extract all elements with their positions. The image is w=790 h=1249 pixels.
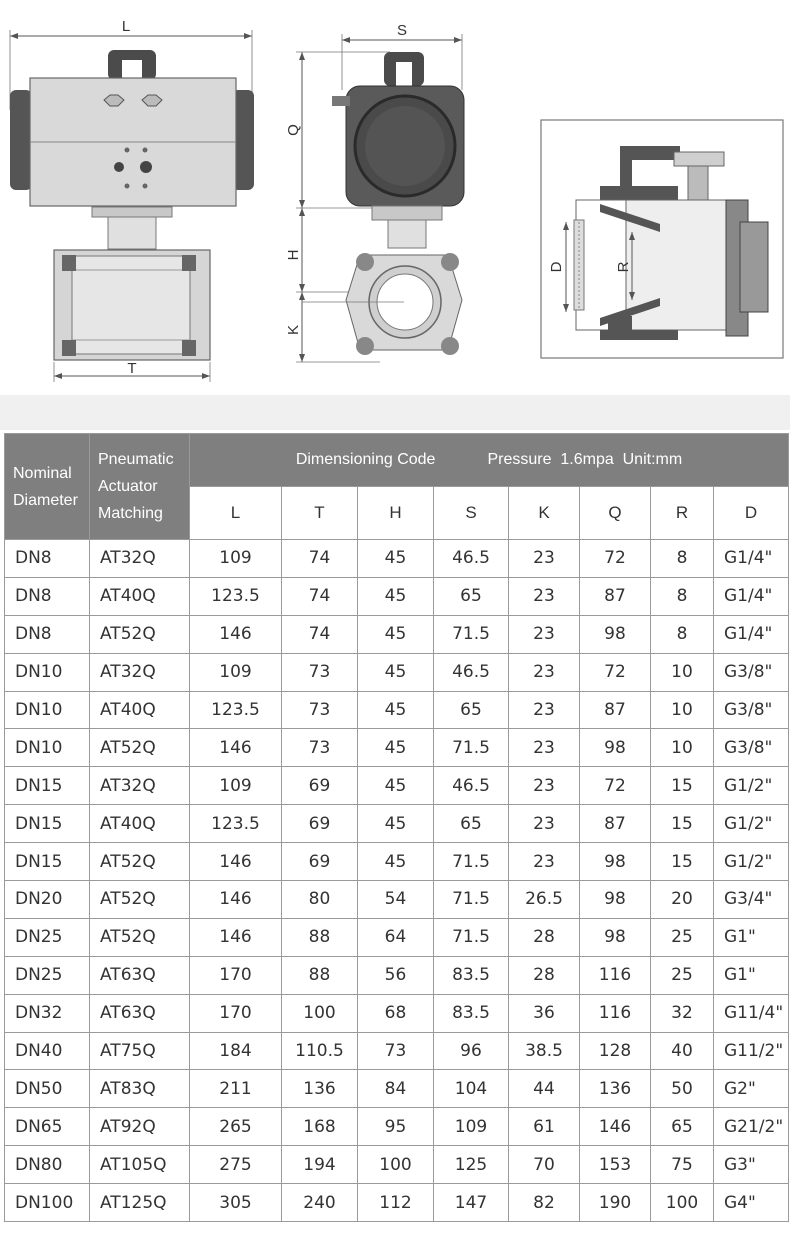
cell-D: G1/4" xyxy=(714,577,789,615)
cell-H: 84 xyxy=(358,1070,434,1108)
cell-Q: 87 xyxy=(580,691,651,729)
cell-K: 28 xyxy=(509,956,580,994)
cell-L: 275 xyxy=(190,1146,282,1184)
cell-H: 45 xyxy=(358,577,434,615)
cell-Q: 146 xyxy=(580,1108,651,1146)
table-row xyxy=(5,577,789,615)
cell-K: 70 xyxy=(509,1146,580,1184)
cell-D: G1/2" xyxy=(714,767,789,805)
cell-K: 23 xyxy=(509,805,580,843)
cell-L: 123.5 xyxy=(190,691,282,729)
technical-drawings xyxy=(0,0,790,395)
cell-D: G3/8" xyxy=(714,729,789,767)
cell-L: 170 xyxy=(190,994,282,1032)
cell-L: 184 xyxy=(190,1032,282,1070)
side-view-drawing xyxy=(285,22,464,362)
cell-S: 83.5 xyxy=(434,956,509,994)
cell-R: 8 xyxy=(651,540,714,578)
cell-H: 45 xyxy=(358,843,434,881)
cell-Q: 98 xyxy=(580,918,651,956)
cell-actuator: AT40Q xyxy=(90,577,190,615)
cell-nominal-diameter: DN8 xyxy=(5,615,90,653)
cell-H: 100 xyxy=(358,1146,434,1184)
cell-L: 305 xyxy=(190,1184,282,1222)
cell-R: 10 xyxy=(651,691,714,729)
cell-R: 40 xyxy=(651,1032,714,1070)
cell-Q: 116 xyxy=(580,956,651,994)
cell-nominal-diameter: DN20 xyxy=(5,881,90,919)
cell-actuator: AT32Q xyxy=(90,653,190,691)
cell-actuator: AT40Q xyxy=(90,805,190,843)
dim-label-D: D xyxy=(548,261,565,273)
cell-nominal-diameter: DN65 xyxy=(5,1108,90,1146)
header-nominal-line2: Diameter xyxy=(13,491,78,509)
cell-H: 45 xyxy=(358,615,434,653)
cell-H: 45 xyxy=(358,805,434,843)
cell-T: 73 xyxy=(282,691,358,729)
cell-S: 46.5 xyxy=(434,767,509,805)
cell-L: 109 xyxy=(190,653,282,691)
cell-actuator: AT92Q xyxy=(90,1108,190,1146)
cell-actuator: AT52Q xyxy=(90,843,190,881)
cell-L: 146 xyxy=(190,881,282,919)
cell-nominal-diameter: DN15 xyxy=(5,843,90,881)
table-row xyxy=(5,805,789,843)
cell-L: 211 xyxy=(190,1070,282,1108)
table-row xyxy=(5,653,789,691)
cell-nominal-diameter: DN40 xyxy=(5,1032,90,1070)
dim-label-Q: Q xyxy=(285,124,302,136)
dim-label-K: K xyxy=(285,324,302,336)
cell-nominal-diameter: DN15 xyxy=(5,805,90,843)
cell-K: 26.5 xyxy=(509,881,580,919)
cell-nominal-diameter: DN32 xyxy=(5,994,90,1032)
cell-Q: 98 xyxy=(580,615,651,653)
cell-D: G3/4" xyxy=(714,881,789,919)
cell-R: 20 xyxy=(651,881,714,919)
cell-actuator: AT63Q xyxy=(90,956,190,994)
cell-T: 69 xyxy=(282,805,358,843)
cell-R: 25 xyxy=(651,918,714,956)
cell-Q: 128 xyxy=(580,1032,651,1070)
table-row xyxy=(5,1032,789,1070)
divider-band xyxy=(0,395,790,430)
cell-Q: 98 xyxy=(580,729,651,767)
cell-D: G11/4" xyxy=(714,994,789,1032)
table-row xyxy=(5,615,789,653)
cell-H: 56 xyxy=(358,956,434,994)
header-actuator-line1: Pneumatic xyxy=(98,451,174,468)
cell-Q: 136 xyxy=(580,1070,651,1108)
cell-K: 23 xyxy=(509,767,580,805)
drawing-canvas xyxy=(0,0,790,395)
cell-nominal-diameter: DN80 xyxy=(5,1146,90,1184)
cell-T: 69 xyxy=(282,843,358,881)
cell-Q: 72 xyxy=(580,540,651,578)
cell-R: 10 xyxy=(651,653,714,691)
cell-actuator: AT52Q xyxy=(90,615,190,653)
cell-K: 38.5 xyxy=(509,1032,580,1070)
cell-H: 45 xyxy=(358,767,434,805)
cell-L: 146 xyxy=(190,615,282,653)
cell-nominal-diameter: DN10 xyxy=(5,653,90,691)
dim-label-S: S xyxy=(396,22,408,39)
header-actuator-line2: Actuator xyxy=(98,478,158,495)
cell-D: G1/2" xyxy=(714,805,789,843)
cell-T: 136 xyxy=(282,1070,358,1108)
cell-nominal-diameter: DN50 xyxy=(5,1070,90,1108)
header-code-H: H xyxy=(358,487,434,540)
cell-S: 65 xyxy=(434,805,509,843)
cell-S: 71.5 xyxy=(434,615,509,653)
table-row xyxy=(5,843,789,881)
table-row xyxy=(5,956,789,994)
cell-L: 123.5 xyxy=(190,805,282,843)
cell-H: 68 xyxy=(358,994,434,1032)
cell-R: 15 xyxy=(651,843,714,881)
cell-D: G1/2" xyxy=(714,843,789,881)
cell-T: 80 xyxy=(282,881,358,919)
header-dimensioning xyxy=(190,434,789,487)
front-view-drawing xyxy=(10,18,254,382)
cell-K: 61 xyxy=(509,1108,580,1146)
header-code-D: D xyxy=(714,487,789,540)
cell-K: 28 xyxy=(509,918,580,956)
cell-H: 73 xyxy=(358,1032,434,1070)
table-row xyxy=(5,881,789,919)
cell-K: 23 xyxy=(509,540,580,578)
cell-D: G1/4" xyxy=(714,615,789,653)
cell-T: 73 xyxy=(282,653,358,691)
table-row xyxy=(5,918,789,956)
cell-K: 23 xyxy=(509,691,580,729)
cell-K: 36 xyxy=(509,994,580,1032)
cell-R: 65 xyxy=(651,1108,714,1146)
cell-T: 74 xyxy=(282,615,358,653)
cell-T: 88 xyxy=(282,956,358,994)
cell-L: 123.5 xyxy=(190,577,282,615)
cell-K: 44 xyxy=(509,1070,580,1108)
cell-Q: 72 xyxy=(580,653,651,691)
cell-S: 125 xyxy=(434,1146,509,1184)
cell-Q: 98 xyxy=(580,843,651,881)
cell-L: 109 xyxy=(190,767,282,805)
table-row xyxy=(5,1146,789,1184)
table-row xyxy=(5,1184,789,1222)
cell-L: 146 xyxy=(190,729,282,767)
dimension-table xyxy=(4,433,789,1222)
cell-actuator: AT75Q xyxy=(90,1032,190,1070)
cell-T: 100 xyxy=(282,994,358,1032)
cell-S: 71.5 xyxy=(434,881,509,919)
cell-H: 95 xyxy=(358,1108,434,1146)
header-code-R: R xyxy=(651,487,714,540)
cell-Q: 72 xyxy=(580,767,651,805)
header-code-T: T xyxy=(282,487,358,540)
cell-Q: 98 xyxy=(580,881,651,919)
cell-actuator: AT40Q xyxy=(90,691,190,729)
cell-S: 71.5 xyxy=(434,729,509,767)
header-code-Q: Q xyxy=(580,487,651,540)
table-row xyxy=(5,691,789,729)
cell-nominal-diameter: DN25 xyxy=(5,918,90,956)
cell-T: 88 xyxy=(282,918,358,956)
table-row xyxy=(5,729,789,767)
cell-T: 74 xyxy=(282,577,358,615)
cell-actuator: AT32Q xyxy=(90,540,190,578)
cell-nominal-diameter: DN100 xyxy=(5,1184,90,1222)
cell-H: 54 xyxy=(358,881,434,919)
cell-D: G3/8" xyxy=(714,691,789,729)
cell-H: 45 xyxy=(358,540,434,578)
cell-S: 46.5 xyxy=(434,540,509,578)
cell-R: 100 xyxy=(651,1184,714,1222)
cell-D: G1" xyxy=(714,918,789,956)
header-code-S: S xyxy=(434,487,509,540)
cell-S: 104 xyxy=(434,1070,509,1108)
cell-T: 194 xyxy=(282,1146,358,1184)
cell-S: 65 xyxy=(434,577,509,615)
cell-actuator: AT52Q xyxy=(90,729,190,767)
cell-R: 15 xyxy=(651,805,714,843)
cell-nominal-diameter: DN25 xyxy=(5,956,90,994)
cell-S: 71.5 xyxy=(434,918,509,956)
cell-K: 23 xyxy=(509,653,580,691)
dim-label-R: R xyxy=(615,261,632,273)
cell-S: 147 xyxy=(434,1184,509,1222)
cell-H: 112 xyxy=(358,1184,434,1222)
cell-T: 69 xyxy=(282,767,358,805)
cell-R: 8 xyxy=(651,615,714,653)
cell-D: G2" xyxy=(714,1070,789,1108)
header-code-K: K xyxy=(509,487,580,540)
cell-T: 168 xyxy=(282,1108,358,1146)
cell-K: 23 xyxy=(509,577,580,615)
cell-S: 83.5 xyxy=(434,994,509,1032)
cell-R: 8 xyxy=(651,577,714,615)
header-nominal-line1: Nominal xyxy=(13,464,72,482)
cell-T: 240 xyxy=(282,1184,358,1222)
table-row xyxy=(5,540,789,578)
table-row xyxy=(5,767,789,805)
cell-nominal-diameter: DN10 xyxy=(5,729,90,767)
cell-K: 23 xyxy=(509,729,580,767)
header-code-L: L xyxy=(190,487,282,540)
cell-S: 96 xyxy=(434,1032,509,1070)
cell-L: 146 xyxy=(190,843,282,881)
cell-actuator: AT32Q xyxy=(90,767,190,805)
cell-L: 265 xyxy=(190,1108,282,1146)
cell-R: 75 xyxy=(651,1146,714,1184)
cell-Q: 153 xyxy=(580,1146,651,1184)
cell-H: 45 xyxy=(358,653,434,691)
header-pressure-unit: Pressure 1.6mpa Unit:mm xyxy=(487,451,683,468)
cell-Q: 87 xyxy=(580,577,651,615)
cell-K: 82 xyxy=(509,1184,580,1222)
header-nominal-diameter xyxy=(5,434,90,540)
dim-label-T: T xyxy=(127,360,137,377)
table-row xyxy=(5,1108,789,1146)
cell-H: 45 xyxy=(358,729,434,767)
cell-actuator: AT125Q xyxy=(90,1184,190,1222)
cell-nominal-diameter: DN15 xyxy=(5,767,90,805)
cell-actuator: AT52Q xyxy=(90,918,190,956)
table-row xyxy=(5,994,789,1032)
header-actuator-matching xyxy=(90,434,190,540)
cell-K: 23 xyxy=(509,615,580,653)
cell-H: 45 xyxy=(358,691,434,729)
table-row xyxy=(5,1070,789,1108)
cell-S: 46.5 xyxy=(434,653,509,691)
cell-L: 109 xyxy=(190,540,282,578)
cell-D: G21/2" xyxy=(714,1108,789,1146)
cell-T: 110.5 xyxy=(282,1032,358,1070)
dim-label-L: L xyxy=(121,18,131,35)
cell-R: 15 xyxy=(651,767,714,805)
cell-S: 65 xyxy=(434,691,509,729)
cell-T: 73 xyxy=(282,729,358,767)
dim-label-H: H xyxy=(285,249,302,261)
header-row-1 xyxy=(5,434,789,487)
cell-D: G4" xyxy=(714,1184,789,1222)
cell-T: 74 xyxy=(282,540,358,578)
cell-nominal-diameter: DN8 xyxy=(5,540,90,578)
cell-S: 71.5 xyxy=(434,843,509,881)
cell-nominal-diameter: DN8 xyxy=(5,577,90,615)
cell-L: 146 xyxy=(190,918,282,956)
cell-D: G1" xyxy=(714,956,789,994)
header-dimensioning-title: Dimensioning Code xyxy=(295,451,436,468)
table-body xyxy=(5,540,789,1222)
cell-Q: 190 xyxy=(580,1184,651,1222)
cell-actuator: AT52Q xyxy=(90,881,190,919)
cell-S: 109 xyxy=(434,1108,509,1146)
header-actuator-line3: Matching xyxy=(98,505,163,522)
cell-Q: 116 xyxy=(580,994,651,1032)
cell-D: G11/2" xyxy=(714,1032,789,1070)
cell-R: 32 xyxy=(651,994,714,1032)
cell-actuator: AT105Q xyxy=(90,1146,190,1184)
cell-actuator: AT83Q xyxy=(90,1070,190,1108)
cell-H: 64 xyxy=(358,918,434,956)
cell-D: G3/8" xyxy=(714,653,789,691)
cell-actuator: AT63Q xyxy=(90,994,190,1032)
cell-nominal-diameter: DN10 xyxy=(5,691,90,729)
cell-K: 23 xyxy=(509,843,580,881)
cell-Q: 87 xyxy=(580,805,651,843)
cell-R: 50 xyxy=(651,1070,714,1108)
cell-R: 25 xyxy=(651,956,714,994)
section-view-drawing xyxy=(541,120,783,358)
cell-R: 10 xyxy=(651,729,714,767)
cell-L: 170 xyxy=(190,956,282,994)
cell-D: G1/4" xyxy=(714,540,789,578)
cell-D: G3" xyxy=(714,1146,789,1184)
